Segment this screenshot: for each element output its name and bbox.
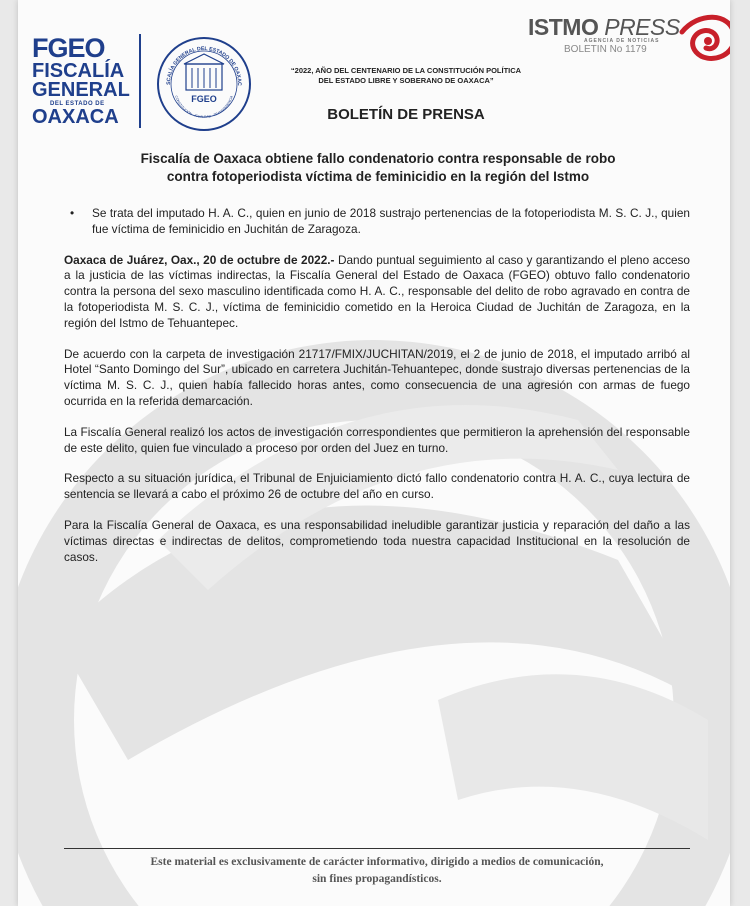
slogan-line-1: “2022, AÑO DEL CENTENARIO DE LA CONSTITUCIÓN POLÍTICA: [290, 66, 522, 75]
logo-oaxaca-text: OAXACA: [32, 106, 119, 128]
press-boletin-number: BOLETIN No 1179: [564, 44, 647, 55]
footer-line-1: Este material es exclusivamente de carácter informativo, dirigido a medios de comunicación,: [150, 856, 604, 868]
logo-general-text: GENERAL: [32, 79, 130, 101]
document-page: [18, 0, 730, 906]
slogan: [256, 66, 556, 86]
paragraph-2: De acuerdo con la carpeta de investigación 21717/FMIX/JUCHITAN/2019, el 2 de junio de 2018, el imputado arribó al Hotel “Santo Domingo del Sur”, ubicado en carretera Juchitán-Tehuantepec, donde sustrajo diversas pertenencias de la víctima M. S. C. J., quien había fallecido horas antes, como consecuencia de una agresión con armas de fuego ocurrida en la referida demarcación.: [64, 346, 690, 408]
press-name-main: ISTMO: [528, 14, 605, 40]
slogan-line-2: DEL ESTADO LIBRE Y SOBERANO DE OAXACA”: [318, 76, 494, 85]
paragraph-1: [64, 253, 690, 332]
press-release-body: [64, 206, 690, 580]
fgeo-logo: [32, 34, 132, 127]
boletin-title: BOLETÍN DE PRENSA: [327, 106, 485, 123]
seal-center-label: FGEO: [191, 94, 217, 104]
bullet-dot-icon: •: [70, 206, 75, 220]
paragraph-5: Para la Fiscalía General de Oaxaca, es una responsabilidad ineludible garantizar justicia y reparación del daño a las víctimas directas e indirectas de delitos, comprometiendo toda nuestra capacidad Institucional en la resolución de casos.: [64, 517, 690, 564]
press-spiral-icon: [678, 10, 730, 70]
press-name: [528, 14, 680, 41]
seal-bottom-text: CONSTITUCIÓN · IGUALDAD · TRANSPARENCIA: [174, 95, 234, 120]
logo-divider: [139, 34, 141, 128]
summary-bullet-text: Se trata del imputado H. A. C., quien en junio de 2018 sustrajo pertenencias de la fotoperiodista M. S. C. J., quien fue víctima de feminicidio en Juchitán de Zaragoza.: [92, 206, 690, 236]
footer-divider: [64, 848, 690, 849]
seal-ring-text: SCALÍA GENERAL DEL ESTADO DE OAXAC: [165, 45, 243, 86]
paragraph-4: Respecto a su situación jurídica, el Tribunal de Enjuiciamiento dictó fallo condenatorio contra H. A. C., cuya lectura de sentencia se llevará a cabo el próximo 26 de octubre del año en curso.: [64, 471, 690, 502]
press-name-italic: PRESS: [604, 14, 680, 40]
headline-line-2: contra fotoperiodista víctima de feminicidio en la región del Istmo: [166, 169, 590, 184]
summary-bullet: [64, 206, 690, 238]
press-agency-text: AGENCIA DE NOTICIAS: [584, 38, 660, 44]
dateline: Oaxaca de Juárez, Oax., 20 de octubre de 2022.-: [64, 252, 335, 267]
headline-line-1: Fiscalía de Oaxaca obtiene fallo condenatorio contra responsable de robo: [140, 151, 616, 166]
logo-fiscalia-text: FISCALÍA: [32, 60, 125, 82]
footer-line-2: sin fines propagandísticos.: [312, 873, 442, 885]
footer-disclaimer: [64, 854, 690, 888]
fiscalia-seal-icon: [156, 36, 252, 132]
istmo-press-logo: [528, 12, 730, 68]
paragraph-3: La Fiscalía General realizó los actos de investigación correspondientes que permitieron la aprehensión del responsable de este delito, quien fue vinculado a proceso por orden del Juez en turno.: [64, 424, 690, 455]
headline: [78, 150, 678, 186]
paragraph-1-text: Dando puntual seguimiento al caso y garantizando el pleno acceso a la justicia de las víctimas indirectas, la Fiscalía General del Estado de Oaxaca (FGEO) obtuvo fallo condenatorio contra la persona del sexo masculino identificada como H. A. C., responsable del delito de robo agravado en contra de la fotoperiodista M. S. C. J., víctima de feminicidio cometido en la Heroica Ciudad de Juchitán de Zaragoza, en la región del Istmo de Tehuantepec.: [64, 252, 690, 330]
logo-fgeo-text: FGEO: [32, 33, 105, 63]
logo-del-estado-text: DEL ESTADO DE: [50, 101, 105, 107]
